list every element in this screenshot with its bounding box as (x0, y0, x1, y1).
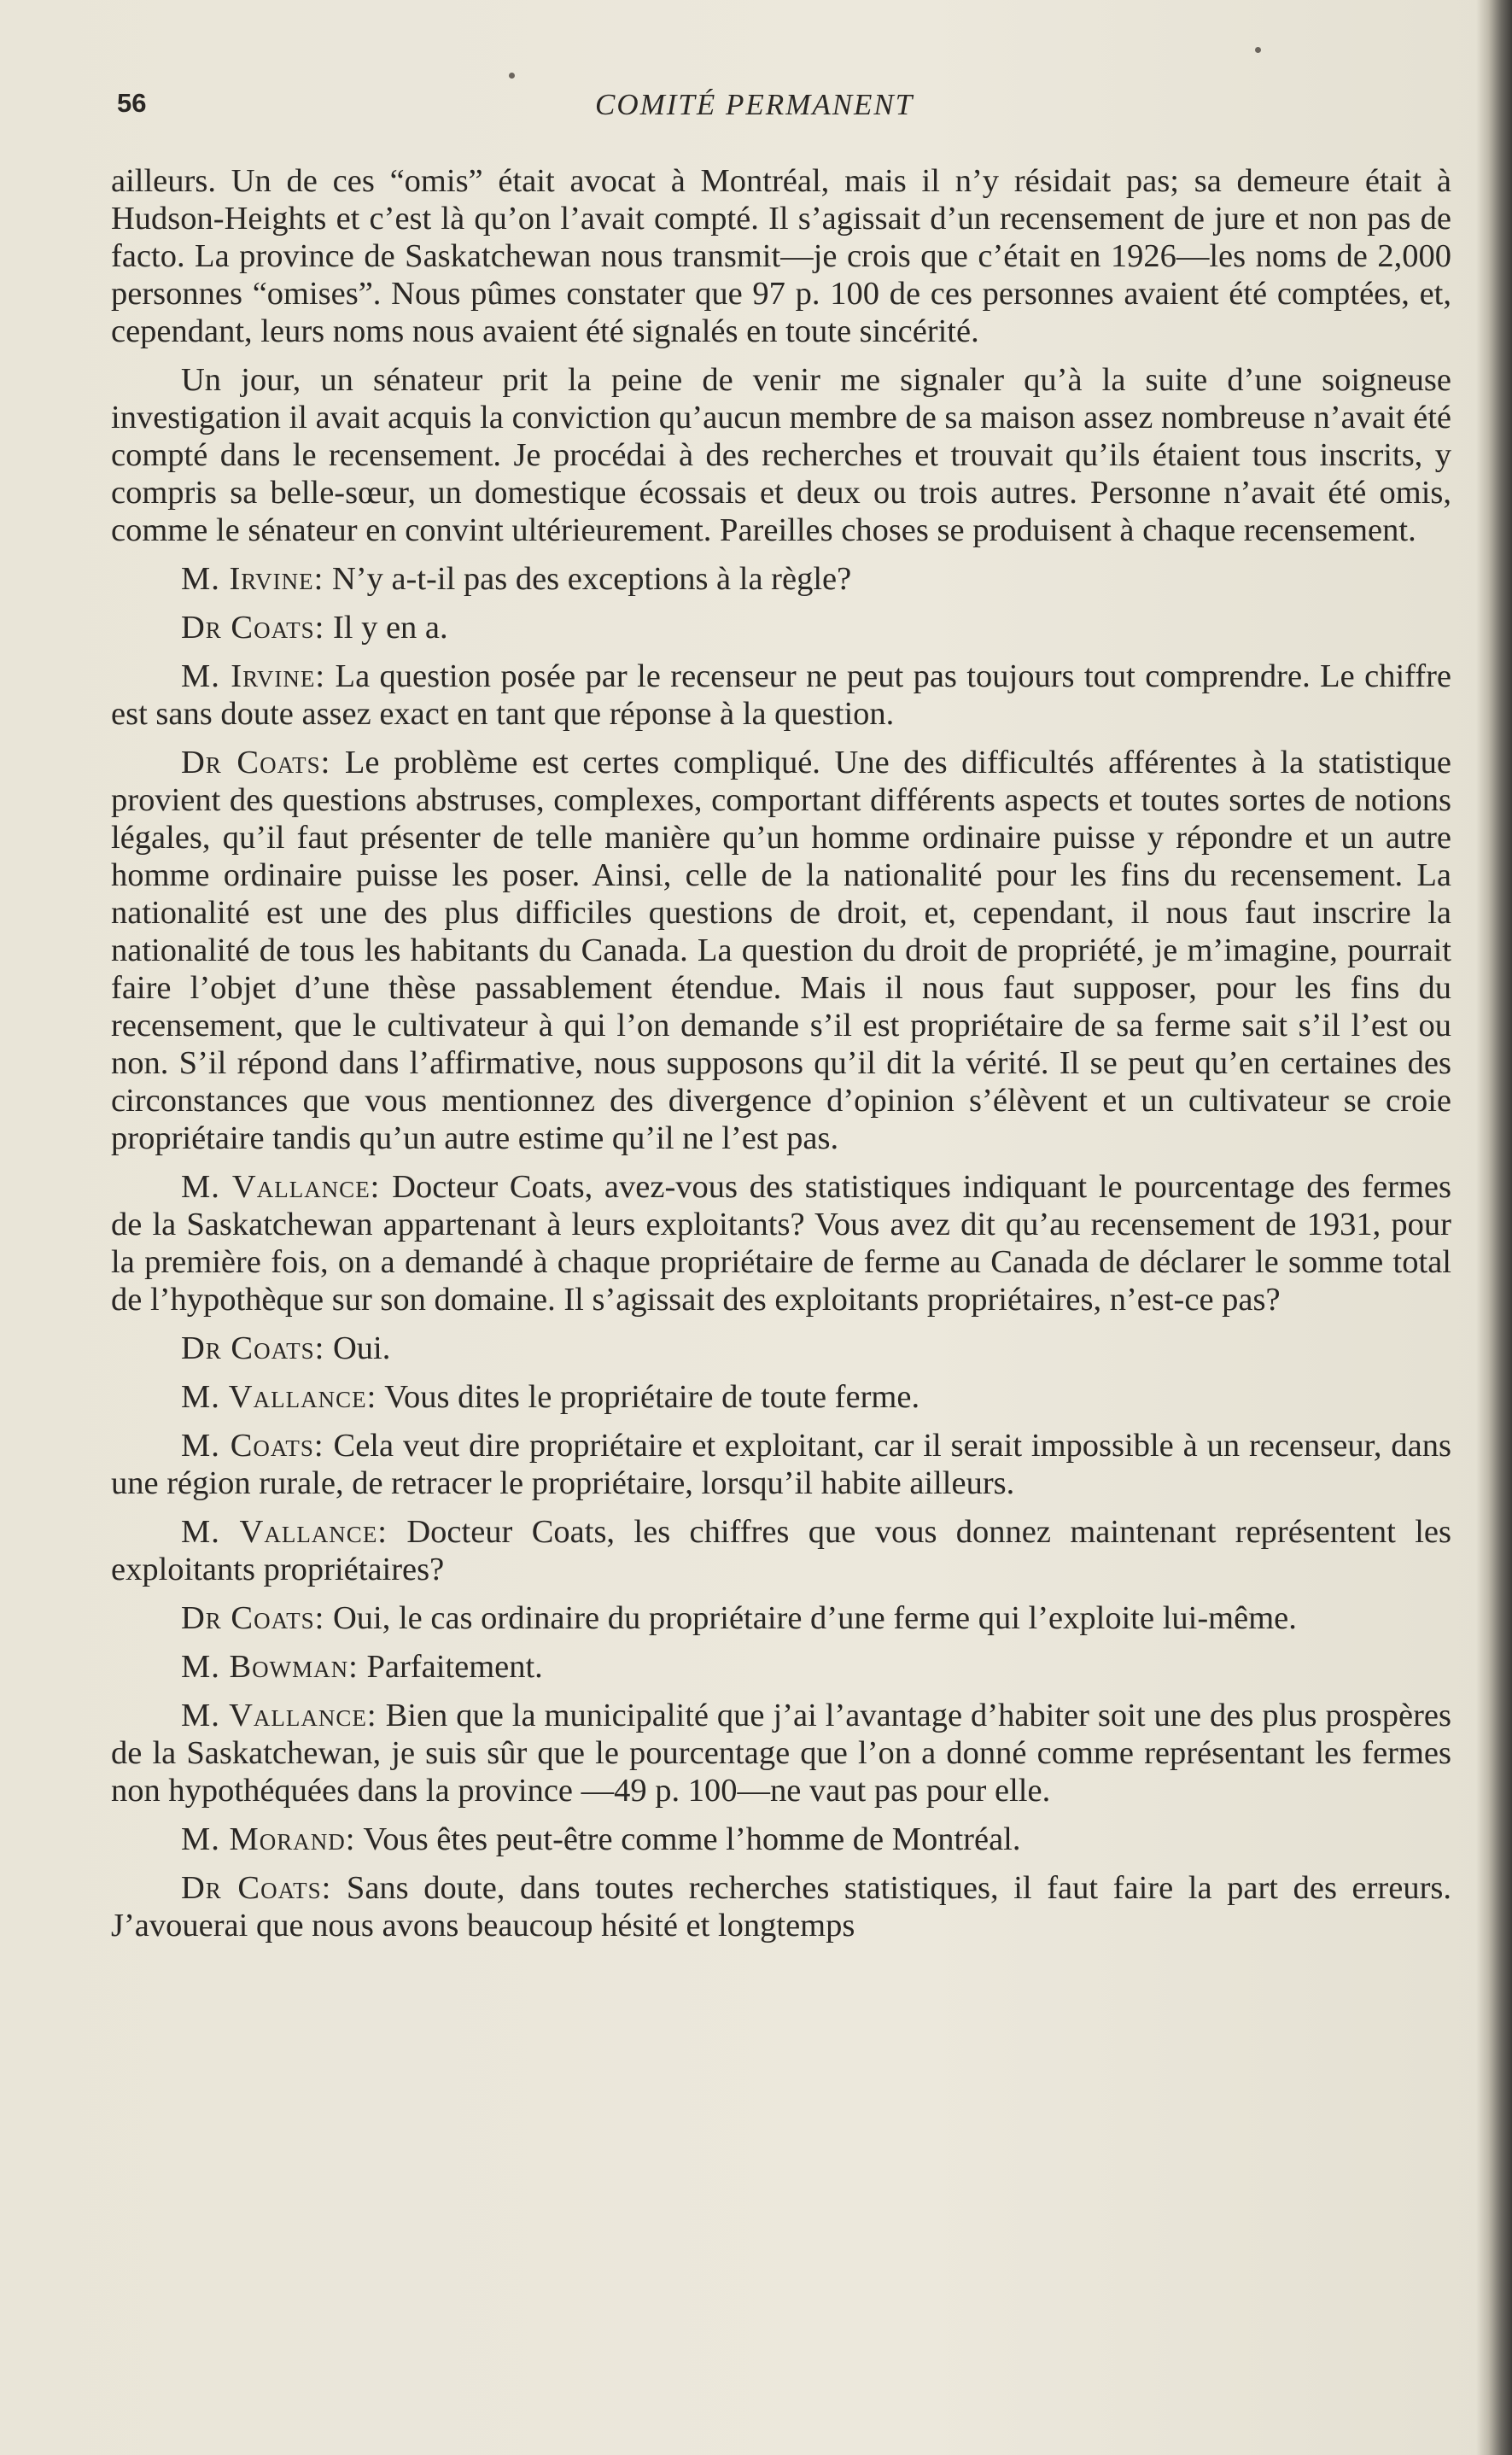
speaker-name: Dr Coats: (181, 610, 325, 646)
paragraph (111, 1821, 1451, 1858)
speaker-name: M. Irvine: (181, 561, 324, 597)
speaker-name: Dr Coats: (181, 1600, 325, 1636)
paragraph (111, 1378, 1451, 1416)
paragraph-text: Cela veut dire propriétaire et exploitant, car il serait impossible à un recenseur, dans une région rurale, de retracer le propriétaire, lorsqu’il habite ailleurs. (111, 1428, 1452, 1501)
speaker-name: M. Irvine: (181, 658, 326, 694)
paragraph (111, 1869, 1451, 1944)
paragraph (111, 1168, 1451, 1318)
speaker-name: M. Vallance: (181, 1169, 381, 1205)
speaker-name: M. Coats: (181, 1428, 324, 1464)
binding-edge-shadow (1476, 0, 1512, 2455)
speaker-name: M. Vallance: (181, 1514, 388, 1550)
paragraph (111, 658, 1451, 733)
paragraph-text: Un jour, un sénateur prit la peine de venir me signaler qu’à la suite d’une soigneuse investigation il avait acquis la conviction qu’aucun membre de sa maison assez nombreuse n’avait été compté dans le recensement. Je procédai à des recherches et trouvait qu’ils étaient tous inscrits, y compris sa belle-sœur, un domestique écossais et deux ou trois autres. Personne n’avait été omis, comme le sénateur en convint ultérieurement. Pareilles choses se produisent à chaque recensement. (111, 362, 1451, 548)
speaker-name: Dr Coats: (181, 745, 331, 780)
page-number: 56 (117, 88, 147, 118)
paragraph-text: Oui, le cas ordinaire du propriétaire d’une ferme qui l’exploite lui-même. (332, 1600, 1297, 1636)
paragraph-text: Il y en a. (332, 610, 448, 646)
paragraph-text: Oui. (332, 1330, 391, 1366)
paragraph-text: ailleurs. Un de ces “omis” était avocat à Montréal, mais il n’y résidait pas; sa demeure était à Hudson-Heights et c’est là qu’on l’avait compté. Il s’agissait d’un recensement de jure et non pas de facto. La province de Saskatchewan nous transmit—je crois que c’était en 1926—les noms de 2,000 personnes “omises”. Nous pûmes constater que 97 p. 100 de ces personnes avaient été comptées, et, cependant, leurs noms nous avaient été signalés en toute sincérité. (111, 163, 1451, 349)
speaker-name: Dr Coats: (181, 1330, 325, 1366)
paragraph-text: La question posée par le recenseur ne peut pas toujours tout comprendre. Le chiffre est sans doute assez exact en tant que réponse à la question. (111, 658, 1452, 732)
speaker-name: M. Vallance: (181, 1698, 377, 1733)
paragraph (111, 361, 1451, 549)
paragraph (111, 1599, 1451, 1637)
ink-speck (509, 73, 515, 79)
paragraph (111, 609, 1451, 646)
paragraph-text: Vous êtes peut-être comme l’homme de Montréal. (363, 1821, 1021, 1857)
paragraph (111, 1648, 1451, 1686)
page-header (117, 88, 1466, 131)
paragraph-text: Bien que la municipalité que j’ai l’avantage d’habiter soit une des plus prospères de la Saskatchewan, je suis sûr que le pourcentage que l’on a donné comme représentant les fermes non hypothéquées dans la province —49 p. 100—ne vaut pas pour elle. (111, 1698, 1452, 1809)
paragraph-text: Docteur Coats, avez-vous des statistiques indiquant le pourcentage des fermes de la Saskatchewan appartenant à leurs exploitants? Vous avez dit qu’au recensement de 1931, pour la première fois, on a demandé à chaque propriétaire de ferme au Canada de déclarer le somme total de l’hypothèque sur son domaine. Il s’agissait des exploitants propriétaires, n’est-ce pas? (111, 1169, 1452, 1318)
speaker-name: M. Bowman: (181, 1649, 359, 1685)
paragraph-text: Le problème est certes compliqué. Une des difficultés afférentes à la statistique provient des questions abstruses, complexes, comportant différents aspects et toutes sortes de notions légales, qu’il faut présenter de telle manière qu’un homme ordinaire puisse y répondre et un autre homme ordinaire puisse les poser. Ainsi, celle de la nationalité pour les fins du recensement. La nationalité est une des plus difficiles questions de droit, et, cependant, il nous faut inscrire la nationalité de tous les habitants du Canada. La question du droit de propriété, je m’imagine, pourrait faire l’objet d’une thèse passablement étendue. Mais il nous faut supposer, pour les fins du recensement, que le cultivateur à qui l’on demande s’il est propriétaire de sa ferme sait s’il l’est ou non. S’il répond dans l’affirmative, nous supposons qu’il dit la vérité. Il se peut qu’en certaines des circonstances que vous mentionnez des divergence d’opinion s’élèvent et un cultivateur se croie propriétaire tandis qu’un autre estime qu’il ne l’est pas. (111, 745, 1451, 1156)
paragraph-text: Docteur Coats, les chiffres que vous donnez maintenant représentent les exploitants propriétaires? (111, 1514, 1451, 1587)
paragraph (111, 1513, 1451, 1588)
paragraph (111, 1427, 1451, 1502)
paragraph (111, 162, 1451, 350)
speaker-name: Dr Coats: (181, 1870, 332, 1906)
running-title: COMITÉ PERMANENT (595, 88, 914, 121)
body-text (111, 162, 1451, 1955)
speaker-name: M. Vallance: (181, 1379, 377, 1415)
paragraph-text: Sans doute, dans toutes recherches statistiques, il faut faire la part des erreurs. J’avouerai que nous avons beaucoup hésité et longtemps (111, 1870, 1452, 1944)
paragraph-text: N’y a-t-il pas des exceptions à la règle? (331, 561, 852, 597)
paragraph (111, 1330, 1451, 1367)
ink-speck (1255, 47, 1261, 53)
paragraph (111, 1697, 1451, 1809)
paragraph-text: Parfaitement. (366, 1649, 543, 1685)
paragraph-text: Vous dites le propriétaire de toute ferme. (384, 1379, 920, 1415)
paragraph (111, 560, 1451, 598)
speaker-name: M. Morand: (181, 1821, 356, 1857)
paragraph (111, 744, 1451, 1157)
